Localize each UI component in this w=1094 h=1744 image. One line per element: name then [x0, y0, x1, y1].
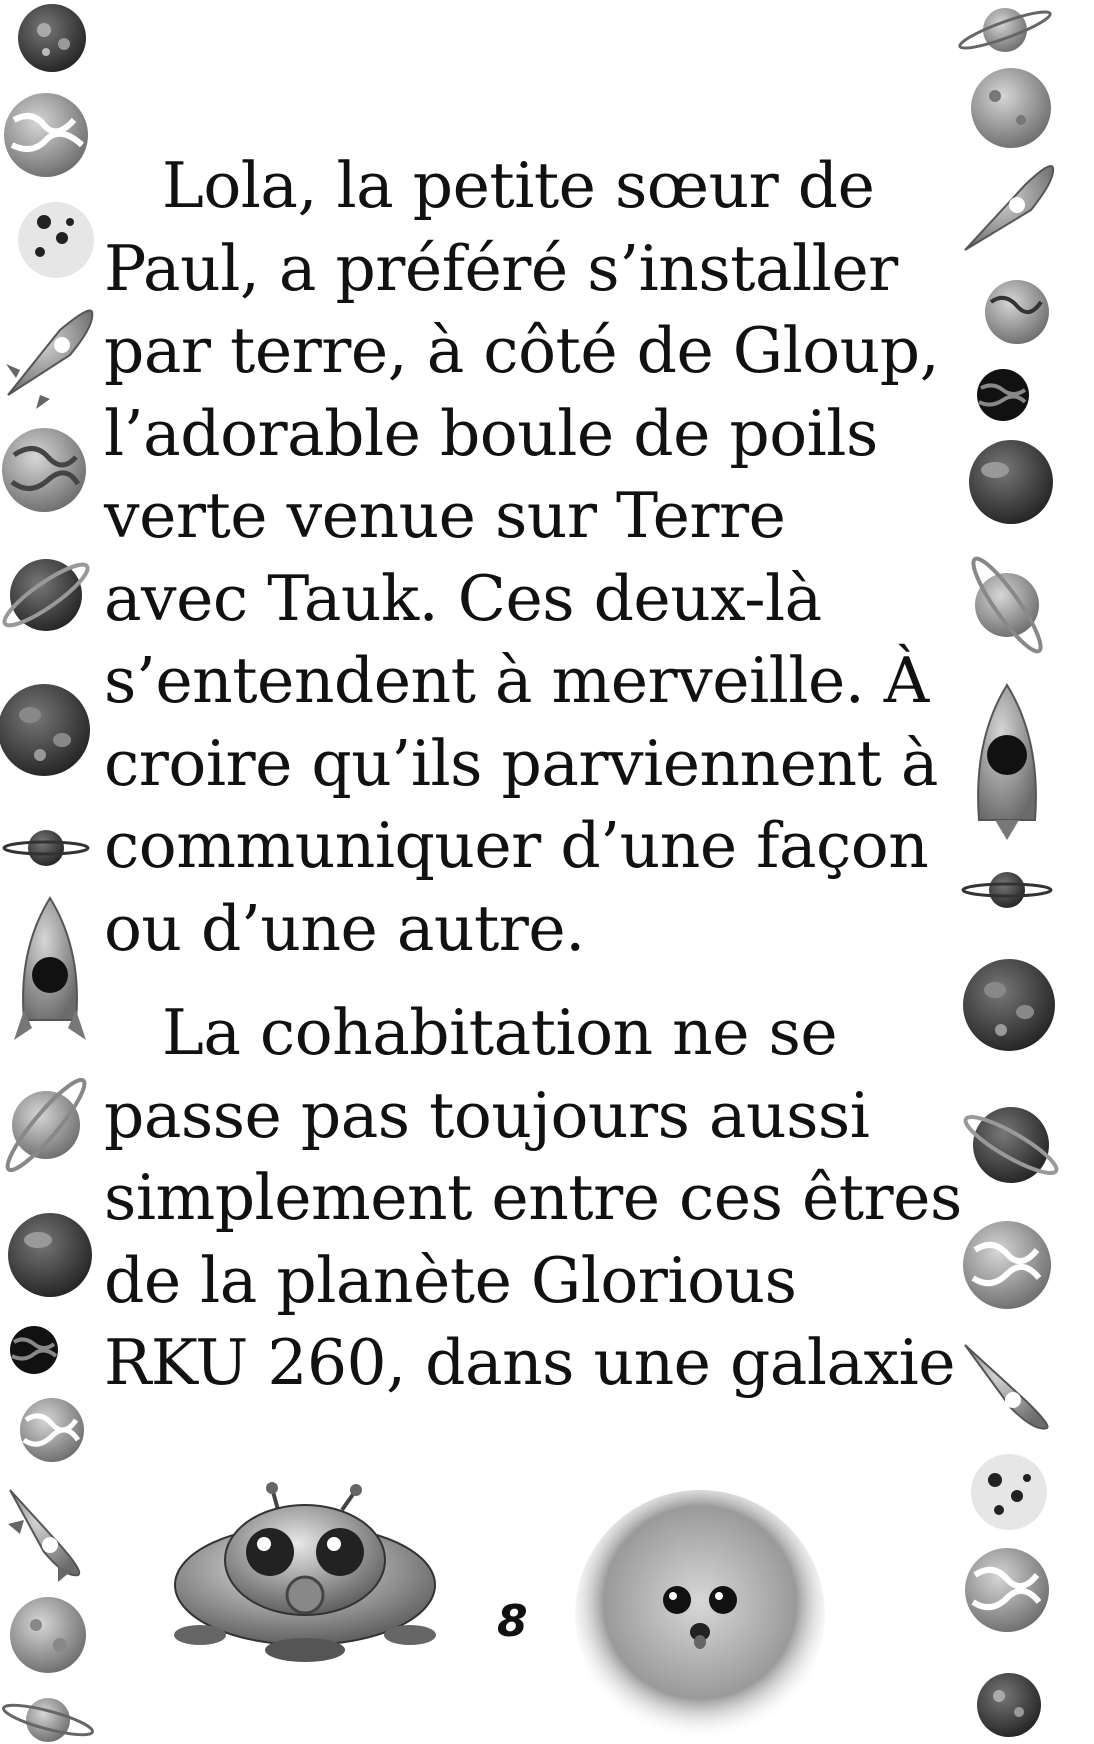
paragraph-2	[104, 992, 962, 1405]
swirl-planet-icon	[977, 369, 1029, 421]
rocket-icon	[978, 685, 1036, 840]
text-line: ou d’une autre.	[104, 891, 585, 965]
ringed-planet-icon	[960, 1107, 1062, 1183]
rocket-icon	[965, 166, 1053, 250]
crater-planet-icon	[977, 1673, 1041, 1737]
rocket-icon	[6, 310, 92, 409]
text-line: par terre, à côté de Gloup,	[104, 314, 940, 387]
text-line: communiquer d’une façon	[104, 809, 929, 882]
fluffy-creature-illustration	[565, 1490, 835, 1740]
paragraph-1	[104, 145, 940, 970]
rocket-icon	[965, 1345, 1048, 1429]
text-line: s’entendent à merveille. À	[104, 644, 929, 717]
text-line: RKU 260, dans une galaxie	[104, 1326, 956, 1399]
text-line: simplement entre ces êtres	[104, 1161, 962, 1234]
swirl-planet-icon	[10, 1326, 58, 1374]
page-number: 8	[497, 1596, 528, 1647]
crater-planet-icon	[963, 959, 1055, 1051]
crater-planet-icon	[18, 202, 94, 278]
ringed-planet-icon	[957, 6, 1053, 54]
rocket-icon	[8, 1490, 79, 1582]
text-line: La cohabitation ne se	[162, 996, 838, 1069]
text-line: verte venue sur Terre	[104, 479, 786, 552]
swirl-planet-icon	[965, 1548, 1049, 1632]
crater-planet-icon	[0, 684, 90, 776]
text-line: Paul, a préféré s’installer	[104, 231, 898, 305]
swirl-planet-icon	[963, 1221, 1051, 1309]
ringed-planet-icon	[963, 872, 1051, 908]
swirl-planet-icon	[2, 428, 86, 512]
text-line: croire qu’ils parviennent à	[104, 726, 938, 800]
planet-icon	[8, 1213, 92, 1297]
text-line: Lola, la petite sœur de	[162, 149, 875, 222]
ringed-planet-icon	[1, 1698, 95, 1742]
swirl-planet-icon	[20, 1398, 84, 1462]
left-border-decorations	[0, 0, 95, 1744]
text-line: de la planète Glorious	[104, 1243, 797, 1317]
right-border-decorations	[955, 0, 1065, 1744]
story-text	[104, 145, 962, 1405]
crater-planet-icon	[18, 4, 86, 72]
text-line: passe pas toujours aussi	[104, 1078, 870, 1152]
crater-planet-icon	[971, 68, 1051, 148]
ringed-planet-icon	[0, 1073, 92, 1177]
crater-planet-icon	[971, 1454, 1047, 1530]
ringed-planet-icon	[965, 552, 1049, 658]
text-line: avec Tauk. Ces deux-là	[104, 561, 822, 635]
crater-planet-icon	[10, 1597, 86, 1673]
ringed-planet-icon	[4, 830, 88, 866]
swirl-planet-icon	[4, 93, 88, 177]
ringed-planet-icon	[0, 556, 94, 633]
text-line: l’adorable boule de poils	[104, 396, 878, 470]
planet-icon	[969, 440, 1053, 524]
swirl-planet-icon	[985, 280, 1049, 344]
rocket-icon	[14, 898, 86, 1040]
spaceship-character-illustration	[160, 1480, 450, 1680]
